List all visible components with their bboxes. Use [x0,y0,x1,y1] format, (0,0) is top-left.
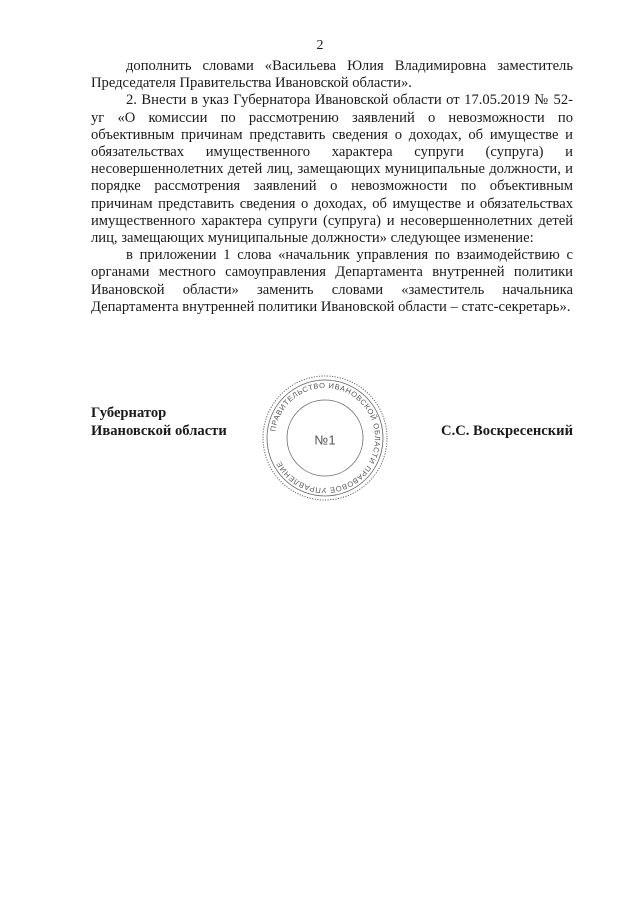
signatory-name: С.С. Воскресенский [441,423,573,439]
document-body [91,58,573,316]
paragraph-item-2: 2. Внести в указ Губернатора Ивановской области от 17.05.2019 № 52-уг «О комиссии по рассмотрению заявлений о невозможности по объективным причинам представить сведения о доходах, об имуществе и обязательствах имущественного характера супруги (супруга) и несовершеннолетних детей лиц, замещающих муниципальные должности, и порядке рассмотрения заявлений о невозможности по объективным причинам представить сведения о доходах, об имуществе и обязательствах имущественного характера супруги (супруга) и несовершеннолетних детей лиц, замещающих муниципальные должности» следующее изменение: [91,92,573,247]
signatory-position [91,404,227,440]
paragraph-continuation: дополнить словами «Васильева Юлия Владимировна заместитель Председателя Правительства Ивановской области». [91,58,573,92]
official-seal-stamp [260,373,390,503]
seal-ring-text: ПРАВИТЕЛЬСТВО ИВАНОВСКОЙ ОБЛАСТИ ПРАВОВОЕ УПРАВЛЕНИЕ [268,380,383,496]
paragraph-amendment: в приложении 1 слова «начальник управления по взаимодействию с органами местного самоуправления Департамента внутренней политики Ивановской области» заменить словами «заместитель начальника Департамента внутренней политики Ивановской области – статс-секретарь». [91,247,573,315]
signatory-position-line1: Губернатор [91,405,167,421]
page-number: 2 [316,38,324,53]
seal-center-number: №1 [314,432,336,448]
signatory-position-line2: Ивановской области [91,423,227,439]
